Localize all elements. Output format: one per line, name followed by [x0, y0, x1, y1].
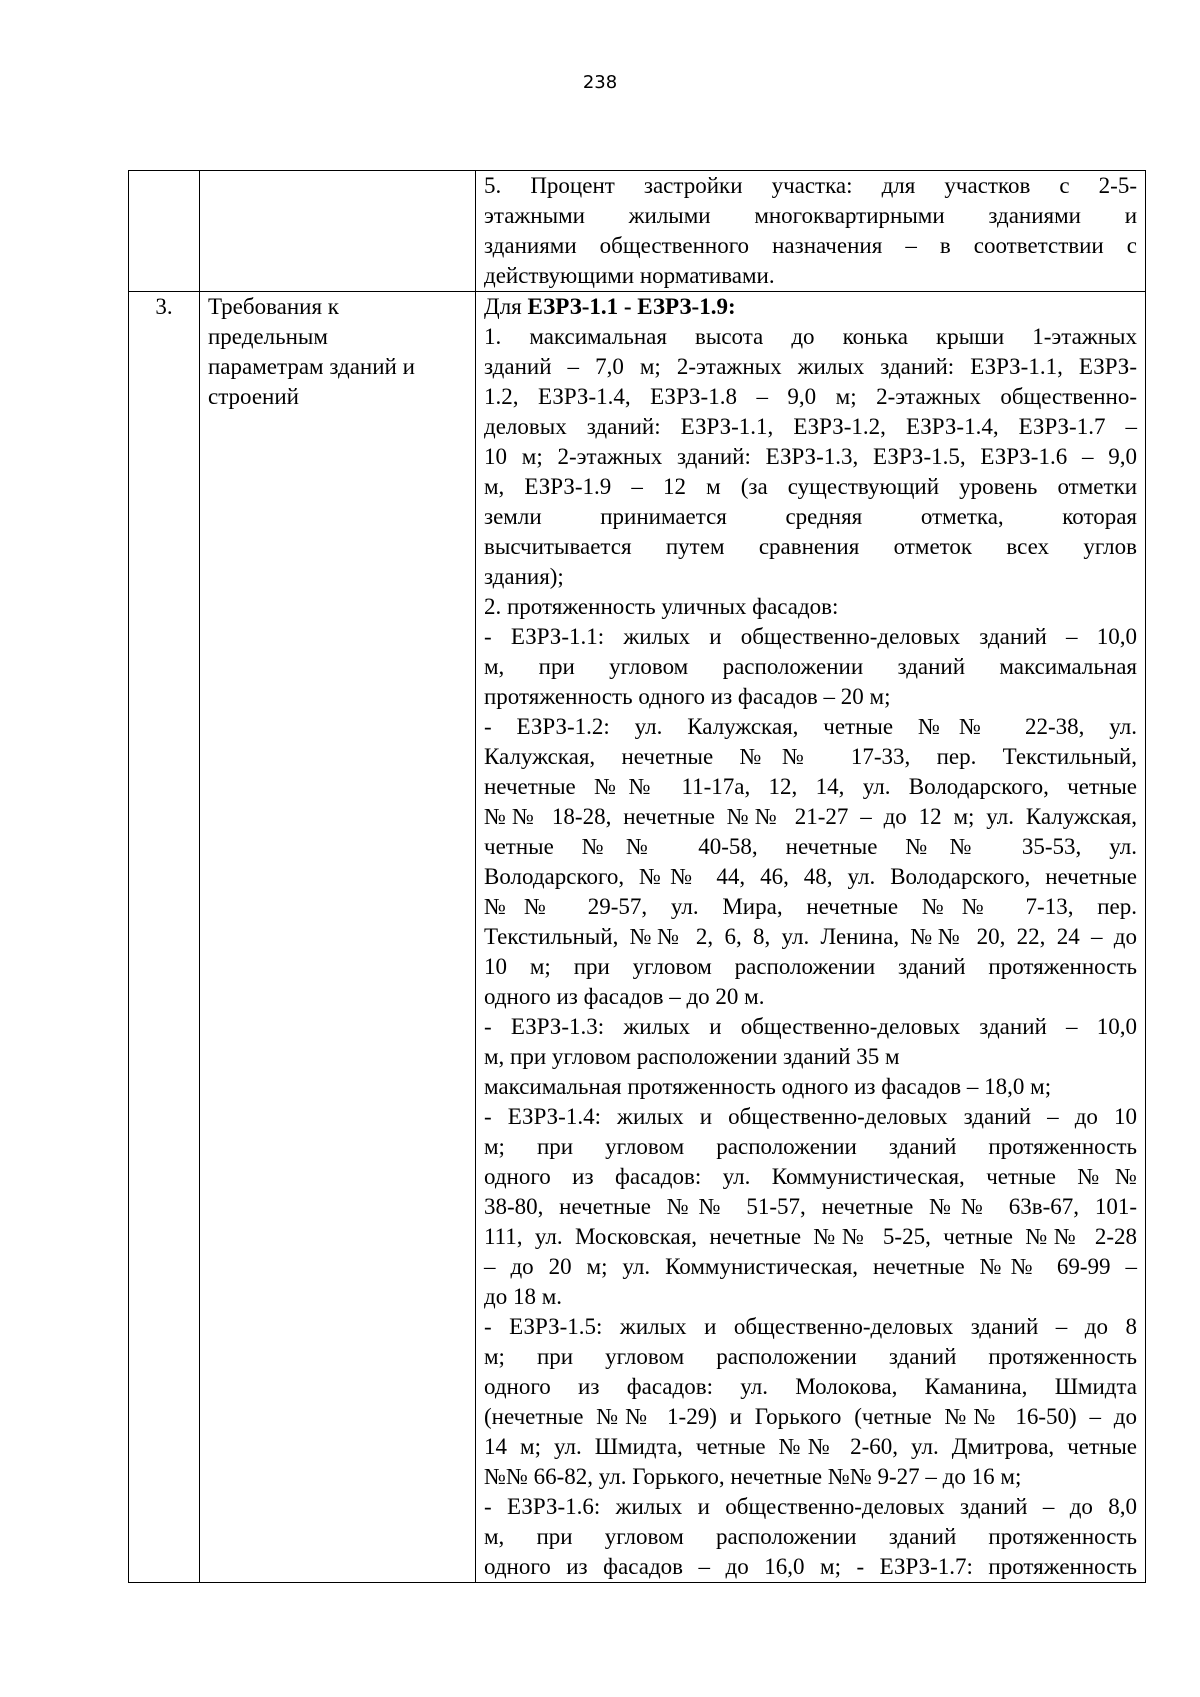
- text-line: м, при угловом расположении зданий протяженность: [484, 1524, 1137, 1549]
- text-line: одного из фасадов – до 20 м.: [484, 984, 765, 1009]
- text-line: одного из фасадов: ул. Коммунистическая, четные №№: [484, 1164, 1137, 1189]
- requirement-name-line: параметрам зданий и: [208, 354, 415, 379]
- text-line: действующими нормативами.: [484, 263, 775, 288]
- text-line: м; при угловом расположении зданий протяженность: [484, 1344, 1137, 1369]
- text-line: №№ 18-28, нечетные №№ 21-27 – до 12 м; ул. Калужская,: [484, 804, 1137, 829]
- row-number-cell: 3.: [129, 292, 200, 1583]
- text-line: 38-80, нечетные №№ 51-57, нечетные №№ 63в-67, 101-: [484, 1194, 1137, 1219]
- text-line: земли принимается средняя отметка, которая: [484, 504, 1137, 529]
- text-line: зданиями общественного назначения – в соответствии с: [484, 233, 1137, 258]
- section-heading: [484, 292, 1137, 322]
- text-line: зданий – 7,0 м; 2-этажных жилых зданий: ЕЗРЗ-1.1, ЕЗРЗ-: [484, 354, 1137, 379]
- text-line: - ЕЗРЗ-1.4: жилых и общественно-деловых зданий – до 10: [484, 1104, 1137, 1129]
- text-line: Калужская, нечетные №№ 17-33, пер. Текстильный,: [484, 744, 1137, 769]
- table-row: [129, 292, 1146, 1583]
- text-line: №№ 29-57, ул. Мира, нечетные №№ 7-13, пер.: [484, 894, 1137, 919]
- text-line: - ЕЗРЗ-1.5: жилых и общественно-деловых зданий – до 8: [484, 1314, 1137, 1339]
- requirement-name-cell: [200, 292, 476, 1583]
- text-line: нечетные №№ 11-17а, 12, 14, ул. Володарского, четные: [484, 774, 1137, 799]
- text-line: - ЕЗРЗ-1.1: жилых и общественно-деловых зданий – 10,0: [484, 624, 1137, 649]
- requirement-name-line: Требования к: [208, 294, 339, 319]
- row-number-cell: [129, 171, 200, 292]
- requirement-text-cell: [476, 171, 1146, 292]
- text-line: 14 м; ул. Шмидта, четные №№ 2-60, ул. Дмитрова, четные: [484, 1434, 1137, 1459]
- text-line: четные №№ 40-58, нечетные №№ 35-53, ул.: [484, 834, 1137, 859]
- table-row: [129, 171, 1146, 292]
- text-line: 5. Процент застройки участка: для участков с 2-5-: [484, 173, 1137, 198]
- text-line: высчитывается путем сравнения отметок всех углов: [484, 534, 1137, 559]
- text-line: (нечетные №№ 1-29) и Горького (четные №№ 16-50) – до: [484, 1404, 1137, 1429]
- requirement-name-line: строений: [208, 384, 299, 409]
- text-line: максимальная протяженность одного из фасадов – 18,0 м;: [484, 1074, 1052, 1099]
- text-line: этажными жилыми многоквартирными зданиями и: [484, 203, 1137, 228]
- text-line: до 18 м.: [484, 1284, 563, 1309]
- heading-prefix: Для: [484, 294, 528, 319]
- text-line: - ЕЗРЗ-1.3: жилых и общественно-деловых зданий – 10,0: [484, 1014, 1137, 1039]
- text-line: Текстильный, №№ 2, 6, 8, ул. Ленина, №№ 20, 22, 24 – до: [484, 924, 1137, 949]
- text-line: Володарского, №№ 44, 46, 48, ул. Володарского, нечетные: [484, 864, 1137, 889]
- requirement-name-cell: [200, 171, 476, 292]
- text-line: 1.2, ЕЗРЗ-1.4, ЕЗРЗ-1.8 – 9,0 м; 2-этажных общественно-: [484, 384, 1137, 409]
- heading-zones: ЕЗРЗ-1.1 - ЕЗРЗ-1.9:: [527, 294, 736, 319]
- text-line: 10 м; при угловом расположении зданий протяженность: [484, 954, 1137, 979]
- text-line: одного из фасадов – до 16,0 м; - ЕЗРЗ-1.7: протяженность: [484, 1554, 1137, 1579]
- text-line: деловых зданий: ЕЗРЗ-1.1, ЕЗРЗ-1.2, ЕЗРЗ-1.4, ЕЗРЗ-1.7 –: [484, 414, 1137, 439]
- text-line: - ЕЗРЗ-1.6: жилых и общественно-деловых зданий – до 8,0: [484, 1494, 1137, 1519]
- text-line: м, при угловом расположении зданий 35 м: [484, 1044, 900, 1069]
- text-line: 10 м; 2-этажных зданий: ЕЗРЗ-1.3, ЕЗРЗ-1.5, ЕЗРЗ-1.6 – 9,0: [484, 444, 1137, 469]
- text-line: 111, ул. Московская, нечетные №№ 5-25, четные №№ 2-28: [484, 1224, 1137, 1249]
- text-line: 1. максимальная высота до конька крыши 1-этажных: [484, 324, 1137, 349]
- text-line: – до 20 м; ул. Коммунистическая, нечетные №№ 69-99 –: [484, 1254, 1137, 1279]
- text-line: №№ 66-82, ул. Горького, нечетные №№ 9-27 – до 16 м;: [484, 1464, 1022, 1489]
- requirement-text-cell: [476, 292, 1146, 1583]
- text-line: здания);: [484, 564, 564, 589]
- text-line: одного из фасадов: ул. Молокова, Каманина, Шмидта: [484, 1374, 1137, 1399]
- document-table: [128, 170, 1146, 1583]
- requirement-name-line: предельным: [208, 324, 328, 349]
- text-line: м, при угловом расположении зданий максимальная: [484, 654, 1137, 679]
- page-number: 238: [582, 72, 618, 93]
- text-line: протяженность одного из фасадов – 20 м;: [484, 684, 891, 709]
- text-line: 2. протяженность уличных фасадов:: [484, 594, 839, 619]
- text-line: м; при угловом расположении зданий протяженность: [484, 1134, 1137, 1159]
- text-line: - ЕЗРЗ-1.2: ул. Калужская, четные №№ 22-38, ул.: [484, 714, 1137, 739]
- text-line: м, ЕЗРЗ-1.9 – 12 м (за существующий уровень отметки: [484, 474, 1137, 499]
